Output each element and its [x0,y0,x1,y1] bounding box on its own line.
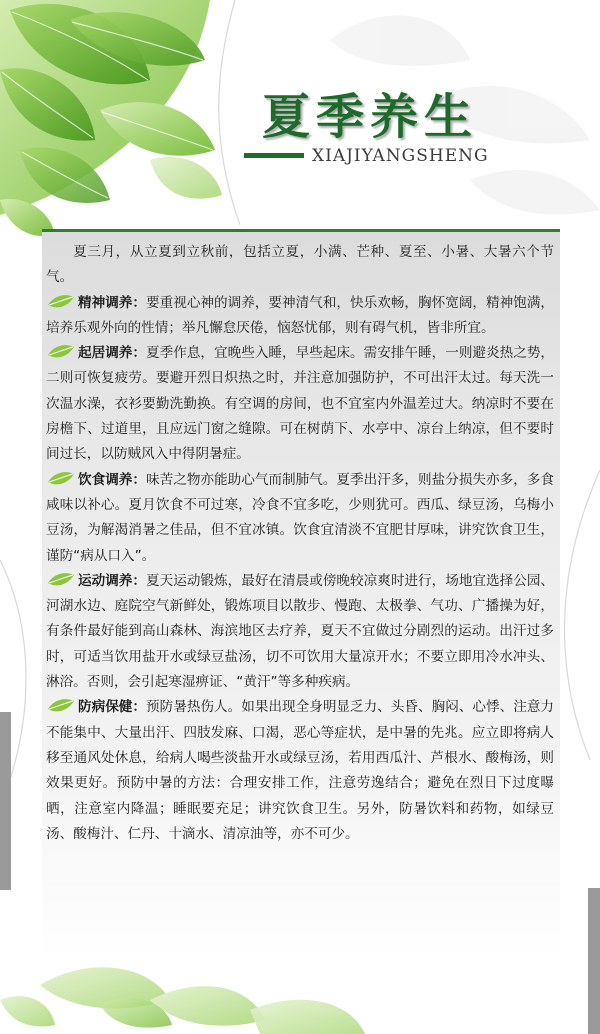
leaf-icon [46,571,76,589]
left-gray-bar [0,712,11,890]
page-subtitle: XIAJIYANGSHENG [312,146,489,166]
section-heading: 运动调养： [78,572,147,589]
section-text: 味苦之物亦能助心气而制肺气。夏季出汗多，则盐分损失亦多，多食咸味以补心。夏月饮食不可过寒，冷食不宜多吃，少则犹可。西瓜、绿豆汤，乌梅小豆汤，为解渴消暑之佳品，但不宜冰镇。饮食宜清淡不宜肥甘厚味，讲究饮食卫生，谨防“病从口入”。 [46,471,555,564]
leaf-icon [46,293,76,311]
section-heading: 起居调养： [78,345,147,362]
page-title: 夏季养生 [262,89,479,145]
section-diet [46,468,554,569]
section-daily [46,341,554,467]
leaf-icon [46,343,76,361]
right-gray-bar [588,888,600,1034]
leaf-icon [46,470,76,488]
section-heading: 精神调养： [78,294,147,311]
article-body [46,240,554,847]
section-text: 预防暑热伤人。如果出现全身明显乏力、头昏、胸闷、心悸、注意力不能集中、大量出汗、四肢发麻、口渴，恶心等症状，是中暑的先兆。应立即将病人移至通风处休息，给病人喝些淡盐开水或绿豆汤，若用西瓜汁、芦根水、酸梅汤，则效果更好。预防中暑的方法：合理安排工作，注意劳逸结合；避免在烈日下过度曝晒，注意室内降温；睡眠要充足；讲究饮食卫生。另外，防暑饮料和药物，如绿豆汤、酸梅汁、仁丹、十滴水、清凉油等，亦不可少。 [46,699,555,842]
section-heading: 防病保健： [78,699,147,716]
header [0,0,600,230]
leaf-icon [46,697,76,715]
section-mental [46,291,554,342]
section-text: 要重视心神的调养，要神清气和，快乐欢畅，胸怀宽阔，精神饱满，培养乐观外向的性情；举凡懈怠厌倦，恼怒忧郁，则有碍气机，皆非所宜。 [46,294,555,336]
section-text: 夏季作息，宜晚些入睡，早些起床。需安排午睡，一则避炎热之势，二则可恢复疲劳。要避开烈日炽热之时，并注意加强防护，不可出汗太过。每天洗一次温水澡，衣衫要勤洗勤换。有空调的房间，也不宜室内外温差过大。纳凉时不要在房檐下、过道里，且应远门窗之缝隙。可在树荫下、水亭中、凉台上纳凉，但不要时间过长，以防贼风入中得阴暑症。 [46,345,555,463]
intro-paragraph: 夏三月，从立夏到立秋前，包括立夏，小满、芒种、夏至、小暑、大暑六个节气。 [46,244,554,286]
section-prevention [46,695,554,847]
section-heading: 饮食调养： [78,471,147,488]
subtitle-accent-bar [244,153,304,158]
section-text: 夏天运动锻炼，最好在清晨或傍晚较凉爽时进行，场地宜选择公园、河湖水边、庭院空气新鲜处，锻炼项目以散步、慢跑、太极拳、气功、广播操为好，有条件最好能到高山森林、海滨地区去疗养，夏天不宜做过分剧烈的运动。出汗过多时，可适当饮用盐开水或绿豆盐汤，切不可饮用大量凉开水；不要立即用冷水冲头、淋浴。否则，会引起寒湿痹证、“黄汗”等多种疾病。 [46,572,555,691]
section-exercise [46,569,554,695]
